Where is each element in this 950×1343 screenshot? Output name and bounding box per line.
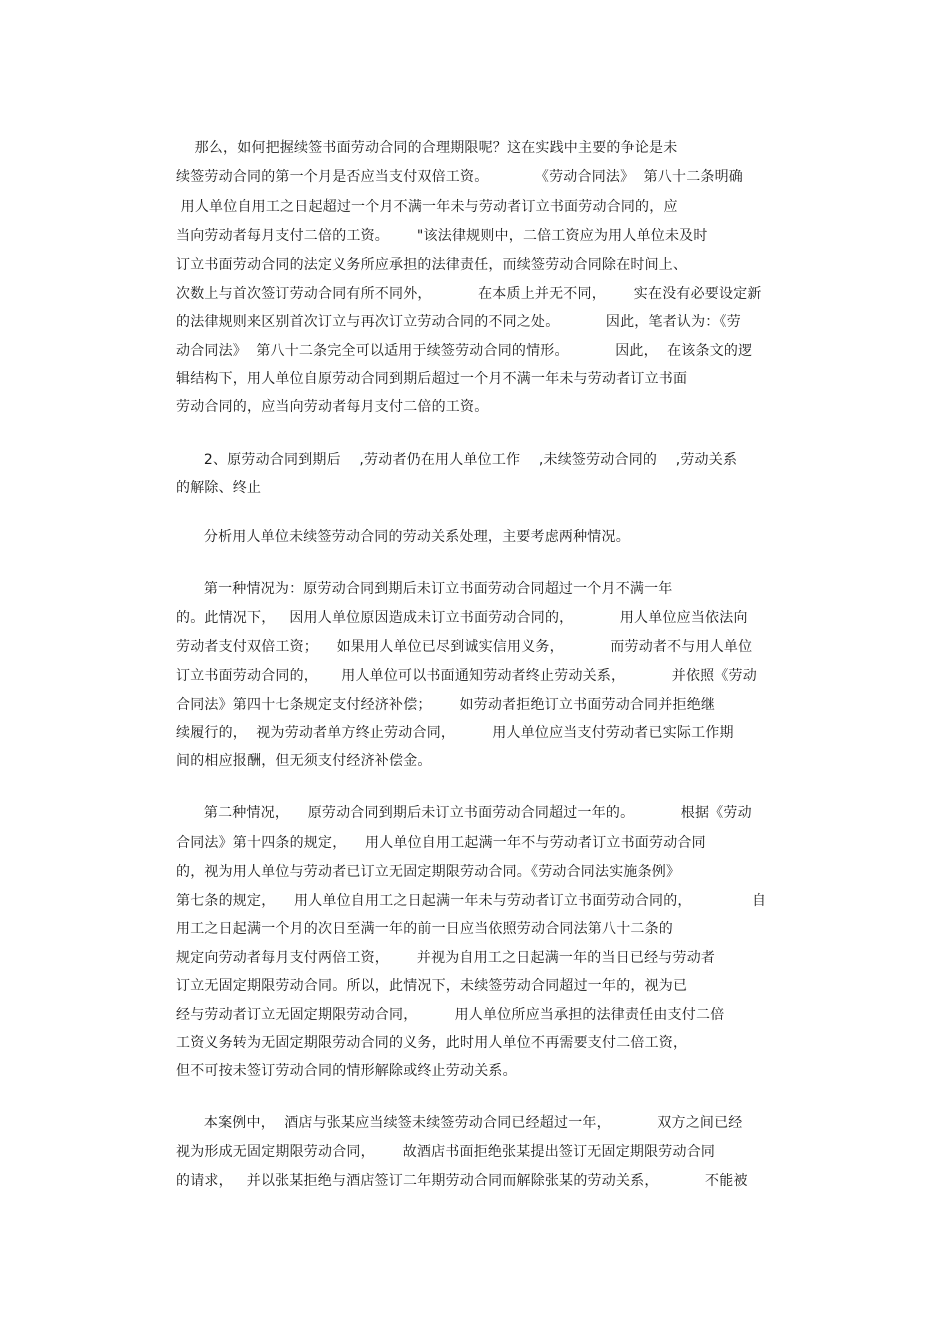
- text-line: 第二种情况， 原劳动合同到期后未订立书面劳动合同超过一年的。 根据《劳动: [176, 805, 752, 821]
- text-line: 当向劳动者每月支付二倍的工资。 "该法律规则中，二倍工资应为用人单位未及时: [176, 228, 708, 244]
- text-line: 的，视为用人单位与劳动者已订立无固定期限劳动合同。《劳动合同法实施条例》: [176, 864, 681, 880]
- text-line: 劳动者支付双倍工资； 如果用人单位已尽到诚实信用义务， 而劳动者不与用人单位: [176, 639, 753, 655]
- text-line: 劳动合同的，应当向劳动者每月支付二倍的工资。: [176, 399, 489, 415]
- text-line: 续履行的， 视为劳动者单方终止劳动合同， 用人单位应当支付劳动者已实际工作期: [176, 725, 734, 741]
- text-line: 那么，如何把握续签书面劳动合同的合理期限呢？这在实践中主要的争论是未: [176, 140, 678, 156]
- text-line: 经与劳动者订立无固定期限劳动合同， 用人单位所应当承担的法律责任由支付二倍: [176, 1007, 725, 1023]
- text-line: 工资义务转为无固定期限劳动合同的义务，此时用人单位不再需要支付二倍工资，: [176, 1035, 688, 1051]
- text-line: 用工之日起满一个月的次日至满一年的前一日应当依照劳动合同法第八十二条的: [176, 921, 673, 937]
- text-line: 合同法》第十四条的规定， 用人单位自用工起满一年不与劳动者订立书面劳动合同: [176, 835, 706, 851]
- text-line: 订立书面劳动合同的法定义务所应承担的法律责任，而续签劳动合同除在时间上、: [176, 257, 688, 273]
- text-line: 的法律规则来区别首次订立与再次订立劳动合同的不同之处。 因此，笔者认为：《劳: [176, 314, 741, 330]
- text-line: 第七条的规定， 用人单位自用工之日起满一年未与劳动者订立书面劳动合同的， 自: [176, 893, 767, 909]
- text-line: 规定向劳动者每月支付两倍工资， 并视为自用工之日起满一年的当日已经与劳动者: [176, 950, 716, 966]
- text-line: 分析用人单位未续签劳动合同的劳动关系处理，主要考虑两种情况。: [176, 529, 630, 545]
- text-line: 的。此情况下， 因用人单位原因造成未订立书面劳动合同的， 用人单位应当依法向: [176, 610, 748, 626]
- text-line: 合同法》第四十七条规定支付经济补偿； 如劳动者拒绝订立书面劳动合同并拒绝继: [176, 697, 716, 713]
- text-line: 订立书面劳动合同的， 用人单位可以书面通知劳动者终止劳动关系， 并依照《劳动: [176, 668, 757, 684]
- text-line: 本案例中， 酒店与张某应当续签未续签劳动合同已经超过一年， 双方之间已经: [176, 1115, 743, 1131]
- text-line: 订立无固定期限劳动合同。所以，此情况下，未续签劳动合同超过一年的，视为已: [176, 978, 688, 994]
- text-line: 但不可按未签订劳动合同的情形解除或终止劳动关系。: [176, 1063, 517, 1079]
- text-line: 次数上与首次签订劳动合同有所不同外， 在本质上并无不同， 实在没有必要设定新: [176, 286, 762, 302]
- section-heading: 的解除、终止: [176, 480, 262, 496]
- text-line: 间的相应报酬，但无须支付经济补偿金。: [176, 753, 432, 769]
- text-line: 辑结构下，用人单位自原劳动合同到期后超过一个月不满一年未与劳动者订立书面: [176, 371, 688, 387]
- text-line: 第一种情况为：原劳动合同到期后未订立书面劳动合同超过一个月不满一年: [176, 581, 673, 597]
- text-line: 续签劳动合同的第一个月是否应当支付双倍工资。 《劳动合同法》 第八十二条明确: [176, 169, 743, 185]
- text-line: 用人单位自用工之日起超过一个月不满一年未与劳动者订立书面劳动合同的，应: [176, 199, 678, 215]
- text-line: 的请求， 并以张某拒绝与酒店签订二年期劳动合同而解除张某的劳动关系， 不能被: [176, 1173, 748, 1189]
- text-line: 视为形成无固定期限劳动合同， 故酒店书面拒绝张某提出签订无固定期限劳动合同: [176, 1144, 716, 1160]
- section-heading: 2、原劳动合同到期后 ,劳动者仍在用人单位工作 ,未续签劳动合同的 ,劳动关系: [176, 452, 738, 468]
- text-line: 动合同法》 第八十二条完全可以适用于续签劳动合同的情形。 因此， 在该条文的逻: [176, 343, 753, 359]
